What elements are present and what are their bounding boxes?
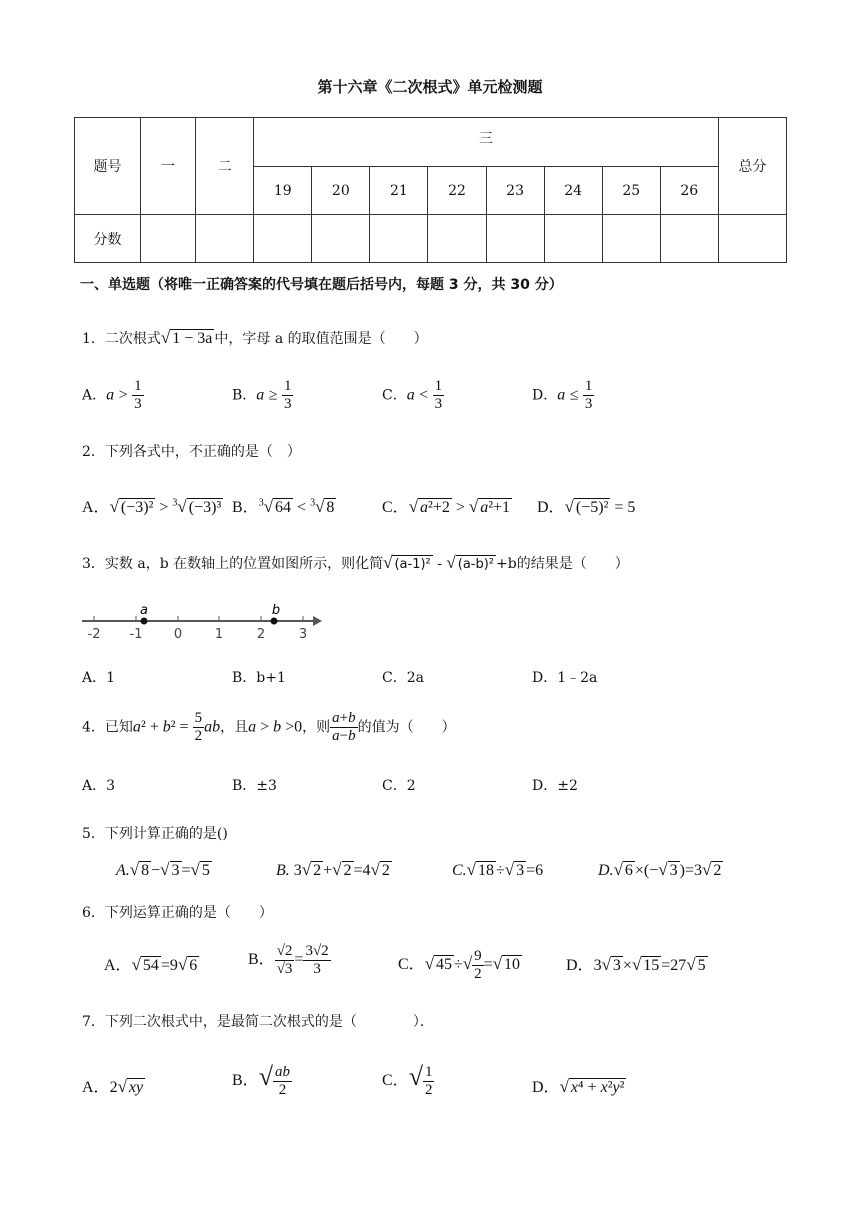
score-cell[interactable] [602,215,660,263]
number-line [78,600,328,648]
score-cell[interactable] [660,215,718,263]
row-fenshu: 分数 [75,215,141,263]
q3-option-b[interactable]: B．b+1 [232,670,286,686]
header-total: 总分 [718,118,786,215]
tick-label: 1 [214,627,224,642]
num-26: 26 [660,167,718,215]
axis-arrow [313,616,322,626]
q1-option-d[interactable]: D．a ≤ $\frac{1}{3}$ [532,378,593,412]
score-cell[interactable] [312,215,370,263]
num-19: 19 [254,167,312,215]
question-6: 6．下列运算正确的是（ ） [82,905,273,921]
q6-option-d[interactable]: D．3√ 3 ×√ 15 =27√ 5 [566,955,706,974]
q7-option-b[interactable]: B．√ $\frac{ab}{2}$ [232,1062,290,1098]
q4-option-d[interactable]: D．±2 [532,778,578,794]
header-one: 一 [141,118,196,215]
score-cell[interactable] [486,215,544,263]
q1-prefix: 1．二次根式 [82,331,161,347]
tick-label: 0 [173,627,183,642]
num-23: 23 [486,167,544,215]
score-cell[interactable] [544,215,602,263]
question-5: 5．下列计算正确的是() [82,826,228,842]
q1-radicand: 1 − 3a [172,330,213,347]
question-3: 3．实数 a，b 在数轴上的位置如图所示，则化简√ (a-1)² - √ (a-b)² +b的结果是（ ） [82,553,629,572]
tick-label: -2 [87,627,101,642]
tick-label: 2 [256,627,266,642]
score-cell[interactable] [196,215,254,263]
q3-option-a[interactable]: A．1 [82,670,116,686]
score-table [74,117,787,263]
score-cell[interactable] [428,215,486,263]
q4-option-c[interactable]: C．2 [382,778,416,794]
q7-option-a[interactable]: A．2√ xy [82,1077,144,1096]
num-24: 24 [544,167,602,215]
q6-option-b[interactable]: B． $\frac{√2}{√3}$ = $\frac{3√2}{3}$ [248,943,329,977]
score-cell[interactable] [141,215,196,263]
tick-label: -1 [129,627,143,642]
q4-option-b[interactable]: B．±3 [232,778,277,794]
q5-option-b[interactable]: B. 3√ 2 +√ 2 =4√ 2 [276,860,390,879]
score-cell[interactable] [718,215,786,263]
question-4: 4．已知a² + b² = $\frac{5}{2}$ ab，且a > b >0，则 $\frac{a+b}{a-b}$ 的值为（ ） [82,710,456,744]
q2-option-a[interactable]: A．√ (−3)² > $^3$√ (−3)³ [82,497,222,516]
q1-option-b[interactable]: B．a ≥ $\frac{1}{3}$ [232,378,292,412]
point-b [271,618,278,625]
score-cell[interactable] [370,215,428,263]
score-cell[interactable] [254,215,312,263]
q7-option-d[interactable]: D．√ x⁴ + x²y² [532,1077,625,1096]
question-2: 2．下列各式中，不正确的是（ ） [82,444,301,460]
q1-option-c[interactable]: C．a < $\frac{1}{3}$ [382,378,443,412]
question-1: 1．二次根式√ 1 − 3a 中，字母 a 的取值范围是（ ） [82,328,428,347]
num-22: 22 [428,167,486,215]
q2-option-d[interactable]: D．√ (−5)² = 5 [537,497,636,516]
q7-option-c[interactable]: C．√ $\frac{1}{2}$ [382,1062,433,1098]
page-title: 第十六章《二次根式》单元检测题 [317,78,543,96]
q2-option-b[interactable]: B．$^3$√ 64 < $^3$√ 8 [232,497,335,516]
point-b-label: b [271,603,281,618]
q3-option-d[interactable]: D．1﹣2a [532,670,598,686]
question-7: 7．下列二次根式中，是最简二次根式的是（ ）． [82,1014,434,1030]
q2-option-c[interactable]: C．√ a²+2 > √ a²+1 [382,497,511,516]
tick-label: 3 [298,627,308,642]
header-three: 三 [254,118,719,167]
header-tihao: 题号 [75,118,141,215]
q4-option-a[interactable]: A．3 [82,778,116,794]
q5-option-a[interactable]: A.√ 8 −√ 3 =√ 5 [116,860,210,879]
section-heading: 一、单选题（将唯一正确答案的代号填在题后括号内，每题 3 分，共 30 分） [80,277,563,293]
q5-option-c[interactable]: C.√ 18 ÷√ 3 =6 [452,860,544,879]
q6-option-a[interactable]: A．√ 54 =9√ 6 [104,955,198,974]
num-25: 25 [602,167,660,215]
q6-option-c[interactable]: C．√ 45 ÷√ $\frac{9}{2}$ =√ 10 [398,948,521,982]
point-a [141,618,148,625]
q3-option-c[interactable]: C．2a [382,670,424,686]
q1-suffix: 中，字母 a 的取值范围是（ ） [214,331,428,347]
num-21: 21 [370,167,428,215]
header-two: 二 [196,118,254,215]
num-20: 20 [312,167,370,215]
q5-option-d[interactable]: D.√ 6 ×(−√ 3 )=3√ 2 [598,860,722,879]
q1-option-a[interactable]: A．a > $\frac{1}{3}$ [82,378,142,412]
point-a-label: a [140,603,148,618]
